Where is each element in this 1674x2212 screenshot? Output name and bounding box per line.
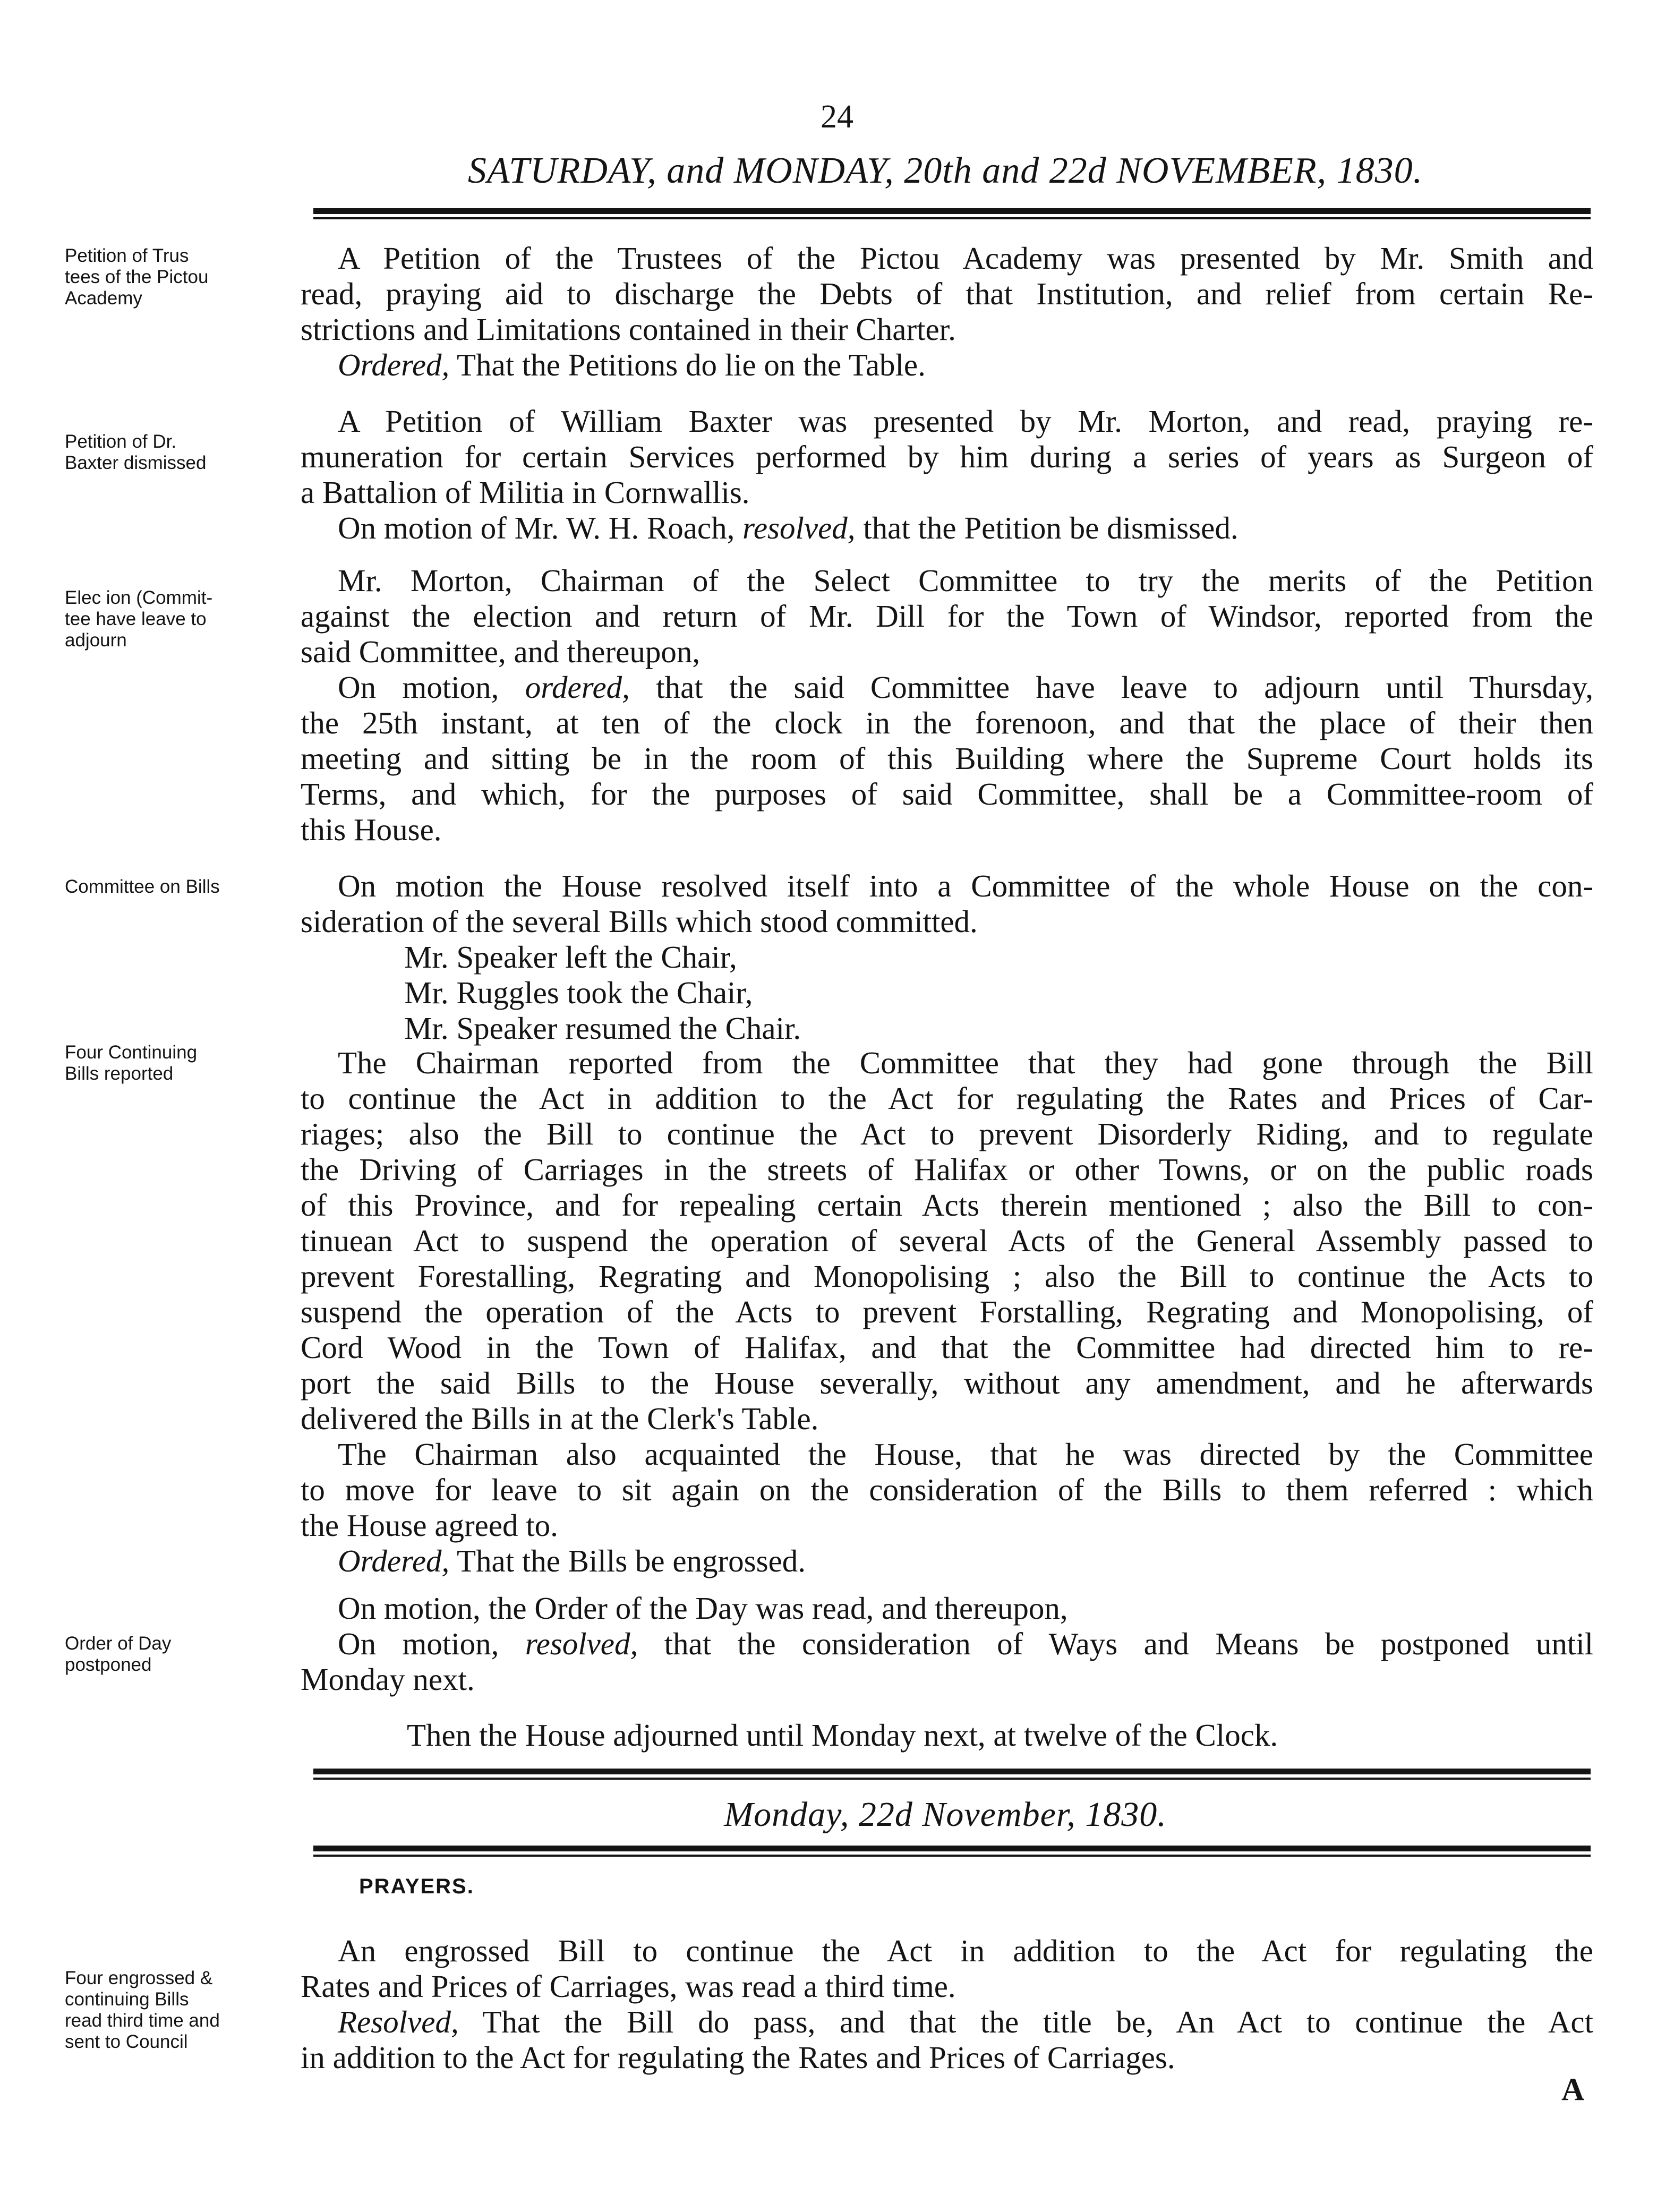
margin-note-engrossed-bills: Four engrossed & continuing Bills read third time and sent to Council: [65, 1968, 220, 2052]
margin-note-continuing-bills: Four Continuing Bills reported: [65, 1042, 198, 1084]
motion-paragraph: On motion, ordered, that the said Committee have leave to adjourn until Thursday, the 25th instant, at ten of the clock in the forenoon, and that the place of their then meeting and sitting be in the room of this Building where the Supreme Court holds its Terms, and which, for the purposes of said Committee, shall be a Committee-room of this House.: [301, 670, 1594, 847]
motion-line: On motion of Mr. W. H. Roach, resolved, that the Petition be dismissed.: [338, 510, 1239, 545]
double-rule: [313, 1769, 1591, 1780]
entry-engrossed-bill: [301, 1933, 1593, 2076]
margin-note-pictou: Petition of Trus tees of the Pictou Academy: [65, 245, 209, 309]
signature-mark: A: [1561, 2072, 1585, 2107]
adjournment-line: Then the House adjourned until Monday next, at twelve of the Clock.: [407, 1718, 1278, 1753]
ordered-line: Ordered, That the Bills be engrossed.: [338, 1543, 806, 1578]
chairman-acquainted: The Chairman also acquainted the House, that he was directed by the Committee to move for leave to sit again on the consideration of the Bills to them referred : which the House agreed to.: [301, 1437, 1593, 1543]
page-number: 24: [821, 99, 853, 135]
prayers-label: PRAYERS.: [359, 1875, 474, 1898]
entry-paragraph: A Petition of the Trustees of the Pictou Academy was presented by Mr. Smith and read, praying aid to discharge the Debts of that Institution, and relief from certain Re- strictions and Limitations contained in their Charter.: [301, 241, 1593, 347]
speaker-line: Mr. Speaker resumed the Chair.: [404, 1011, 801, 1046]
speaker-line: Mr. Speaker left the Chair,: [404, 940, 737, 975]
entry-election-committee: [301, 563, 1593, 848]
monday-heading: Monday, 22d November, 1830.: [724, 1795, 1167, 1834]
margin-note-order-of-day: Order of Day postponed: [65, 1633, 172, 1675]
entry-paragraph: An engrossed Bill to continue the Act in addition to the Act for regulating the Rates and Prices of Carriages, was read a third time.: [301, 1933, 1593, 2004]
entry-paragraph: A Petition of William Baxter was presented by Mr. Morton, and read, praying re- muneration for certain Services performed by him during a series of years as Surgeon of a Battalion of Militia in Cornwallis.: [301, 404, 1593, 510]
resolved-paragraph: Resolved, That the Bill do pass, and that the title be, An Act to continue the Act in addition to the Act for regulating the Rates and Prices of Carriages.: [301, 2004, 1593, 2075]
entry-baxter-petition: [301, 404, 1593, 546]
double-rule: [313, 208, 1591, 219]
entry-committee-on-bills: [301, 868, 1593, 1046]
ordered-line: Ordered, That the Petitions do lie on the Table.: [338, 347, 926, 382]
entry-paragraph: On motion the House resolved itself into a Committee of the whole House on the con- sideration of the several Bills which stood committed.: [301, 868, 1593, 939]
prayers-block: [301, 1875, 1593, 1899]
entry-pictou-petition: [301, 241, 1593, 383]
motion-paragraph: On motion, resolved, that the consideration of Ways and Means be postponed until Monday next.: [301, 1626, 1594, 1697]
speaker-line: Mr. Ruggles took the Chair,: [404, 975, 753, 1010]
entry-paragraph: Mr. Morton, Chairman of the Select Committee to try the merits of the Petition against the election and return of Mr. Dill for the Town of Windsor, reported from the said Committee, and thereupon,: [301, 563, 1593, 669]
margin-note-election: Elec ion (Commit- tee have leave to adjourn: [65, 587, 213, 651]
double-rule: [313, 1846, 1591, 1857]
entry-continuing-bills: [301, 1045, 1593, 1579]
order-of-day-read: On motion, the Order of the Day was read, and thereupon,: [338, 1591, 1068, 1626]
chairman-report: The Chairman reported from the Committee that they had gone through the Bill to continue the Act in addition to the Act for regulating the Rates and Prices of Car- riages; also the Bill to continue the Act to prevent Disorderly Riding, and to regulate the Driving of Carriages in the streets of Halifax or other Towns, or on the public roads of this Province, and for repealing certain Acts therein mentioned ; also the Bill to con- tinuean Act to suspend the operation of several Acts of the General Assembly passed to prevent Forestalling, Regrating and Monopolising ; also the Bill to continue the Acts to suspend the operation of the Acts to prevent Forstalling, Regrating and Monopolising, of Cord Wood in the Town of Halifax, and that the Committee had directed him to re- port the said Bills to the House severally, without any amendment, and he afterwards delivered the Bills in at the Clerk's Table.: [301, 1045, 1593, 1436]
entry-order-of-day: [301, 1591, 1593, 1753]
page-heading: SATURDAY, and MONDAY, 20th and 22d NOVEMBER, 1830.: [467, 150, 1423, 191]
margin-note-baxter: Petition of Dr. Baxter dismissed: [65, 431, 207, 473]
margin-note-committee-bills: Committee on Bills: [65, 876, 220, 897]
